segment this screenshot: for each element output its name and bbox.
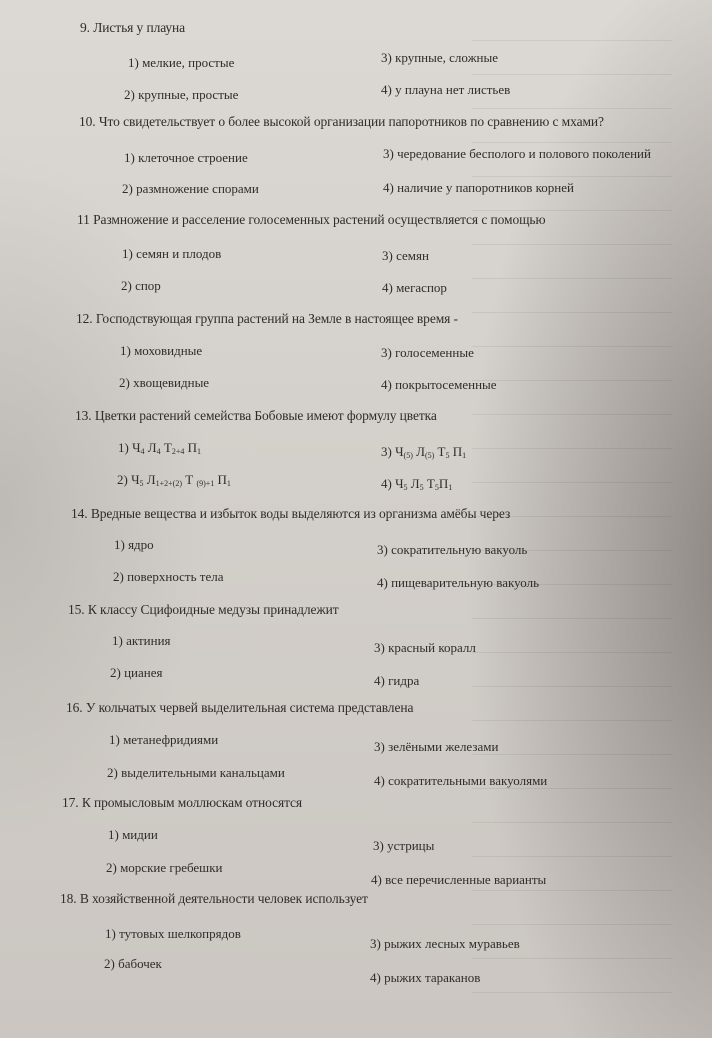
option-1: 1) моховидные xyxy=(120,343,203,358)
question-text: 15. К классу Сцифоидные медузы принадлежит xyxy=(68,602,339,617)
question-text: 12. Господствующая группа растений на Земле в настоящее время - xyxy=(76,311,458,326)
question-text: 18. В хозяйственной деятельности человек использует xyxy=(60,891,368,906)
question-text: 10. Что свидетельствует о более высокой организации папоротников по сравнению с мхами? xyxy=(79,114,604,129)
option-1: 1) метанефридиями xyxy=(109,732,219,747)
option-3: 3) устрицы xyxy=(373,838,435,853)
option-2: 2) бабочек xyxy=(104,956,162,971)
option-3: 3) голосеменные xyxy=(381,345,474,360)
question-text: 9. Листья у плауна xyxy=(80,20,186,35)
option-4: 4) мегаспор xyxy=(382,280,447,295)
option-3: 3) семян xyxy=(382,248,429,263)
option-4: 4) рыжих тараканов xyxy=(370,970,481,985)
option-3: 3) рыжих лесных муравьев xyxy=(370,936,520,951)
option-1: 1) тутовых шелкопрядов xyxy=(105,926,241,941)
option-3: 3) чередование бесполого и полового поколений xyxy=(383,146,651,161)
option-2: 2) морские гребешки xyxy=(106,860,223,875)
option-3: 3) зелёными железами xyxy=(374,739,499,754)
option-2: 2) хвощевидные xyxy=(119,375,210,390)
option-1: 1) мелкие, простые xyxy=(128,55,235,70)
option-1: 1) актиния xyxy=(112,633,171,648)
option-2: 2) спор xyxy=(121,278,161,293)
option-4: 4) $Ч_5$ $Л_5$ $Т_5П_1$ xyxy=(381,476,453,492)
option-2: 2) цианея xyxy=(110,665,163,680)
option-3: 3) крупные, сложные xyxy=(381,50,499,65)
option-1: 1) ядро xyxy=(114,537,154,552)
option-2: 2) поверхность тела xyxy=(113,569,224,584)
option-1: 1) $Ч_4$ $Л_4$ $Т_{2+4}$ $П_1$ xyxy=(118,440,201,456)
question-text: 16. У кольчатых червей выделительная система представлена xyxy=(66,700,414,715)
option-4: 4) гидра xyxy=(374,673,420,688)
option-4: 4) все перечисленные варианты xyxy=(371,872,547,887)
option-4: 4) у плауна нет листьев xyxy=(381,82,511,97)
option-2: 2) выделительными канальцами xyxy=(107,765,285,780)
option-4: 4) наличие у папоротников корней xyxy=(383,180,574,195)
option-3: 3) $Ч_{(5)}$ $Л_{(5)}$ $Т_5$ $П_1$ xyxy=(381,444,467,460)
option-4: 4) пищеварительную вакуоль xyxy=(377,575,540,590)
question-text: 14. Вредные вещества и избыток воды выделяются из организма амёбы через xyxy=(71,506,511,521)
option-2: 2) размножение спорами xyxy=(122,181,259,196)
option-1: 1) семян и плодов xyxy=(122,246,222,261)
option-1: 1) мидии xyxy=(108,827,158,842)
option-3: 3) сократительную вакуоль xyxy=(377,542,528,557)
option-2: 2) $Ч_5$ $Л_{1+2+(2)}$ Т $_{(9)+1}$ $П_1$ xyxy=(117,472,231,488)
question-text: 11 Размножение и расселение голосеменных растений осуществляется с помощью xyxy=(77,212,546,227)
option-1: 1) клеточное строение xyxy=(124,150,248,165)
option-4: 4) сократительными вакуолями xyxy=(374,773,548,788)
option-2: 2) крупные, простые xyxy=(124,87,239,102)
option-3: 3) красный коралл xyxy=(374,640,476,655)
question-text: 17. К промысловым моллюскам относятся xyxy=(62,795,303,810)
question-text: 13. Цветки растений семейства Бобовые имеют формулу цветка xyxy=(75,408,437,423)
option-4: 4) покрытосеменные xyxy=(381,377,497,392)
